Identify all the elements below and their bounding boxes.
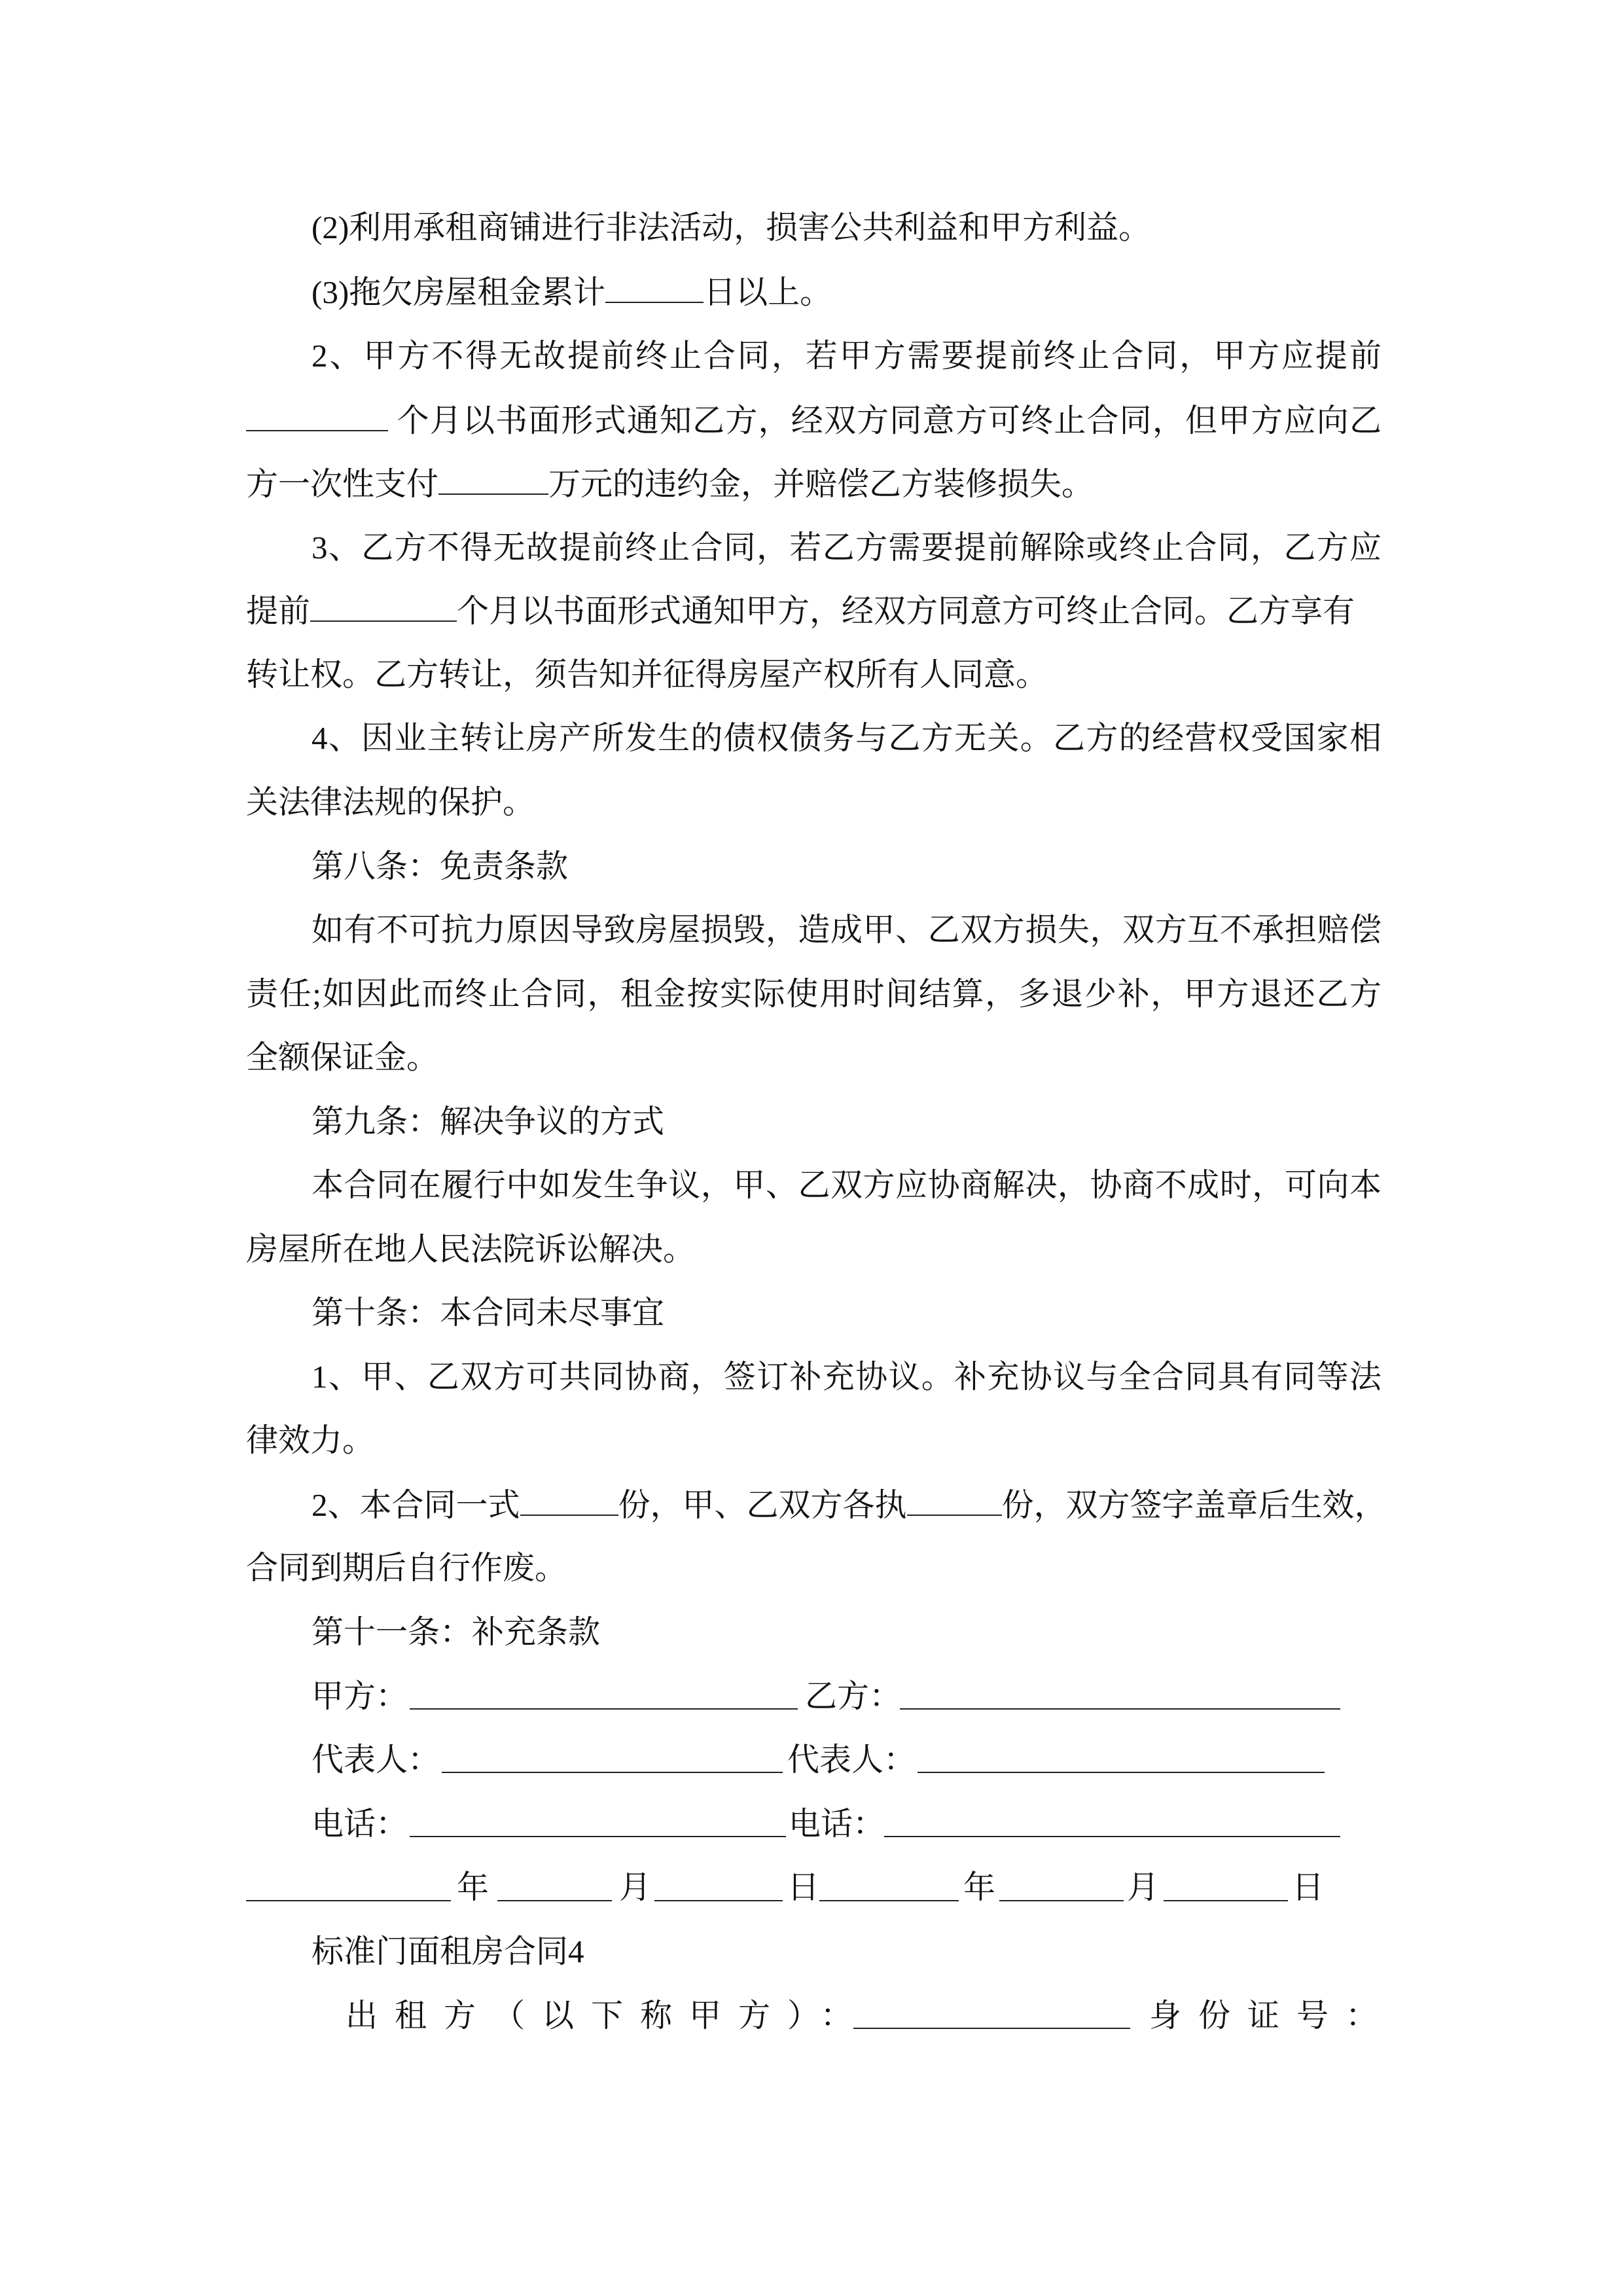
phone-b-label: 电话：: [789, 1806, 885, 1842]
text: 方一次性支付: [246, 466, 439, 502]
month-a-label: 月: [619, 1869, 652, 1905]
day-b-label: 日: [1292, 1869, 1325, 1905]
clause-line: 4、因业主转让房产所发生的债权债务与乙方无关。乙方的经营权受国家相: [312, 720, 1382, 756]
phone-a-label: 电话：: [312, 1806, 408, 1842]
text: 个月以书面形式通知乙方，经双方同意方可终止合同，但甲方应向乙: [397, 403, 1382, 439]
text: (3)拖欠房屋租金累计: [312, 274, 606, 310]
text: 提前: [246, 593, 311, 629]
article-heading: 第十条：本合同未尽事宜: [312, 1295, 665, 1331]
clause-line: [246, 590, 1382, 631]
id-number-label: 身份证号：: [1149, 1998, 1395, 2034]
party-b-label: 乙方：: [805, 1678, 902, 1714]
month-a-blank: [497, 1900, 612, 1901]
rep-b-label: 代表人：: [787, 1742, 916, 1778]
text: 份，双方签字盖章后生效，: [1001, 1487, 1387, 1523]
blank-field: [246, 400, 388, 431]
rep-a-blank: [442, 1772, 783, 1773]
clause-line: 转让权。乙方转让，须告知并征得房屋产权所有人同意。: [246, 656, 1048, 692]
clause-line: 全额保证金。: [246, 1039, 439, 1075]
article-heading: 第九条：解决争议的方式: [312, 1103, 665, 1139]
clause-line: 关法律法规的保护。: [246, 784, 535, 820]
day-a-label: 日: [787, 1869, 820, 1905]
day-a-blank: [654, 1900, 783, 1901]
clause-line: [246, 400, 1382, 440]
clause-line: 如有不可抗力原因导致房屋损毁，造成甲、乙双方损失，双方互不承担赔偿: [312, 912, 1382, 948]
blank-field: [310, 590, 457, 622]
lessor-label: 出租方（以下称甲方）：: [346, 1998, 870, 2034]
clause-line: [246, 463, 1382, 504]
year-a-label: 年: [457, 1869, 490, 1905]
text: 个月以书面形式通知甲方，经双方同意方可终止合同。乙方享有: [457, 593, 1355, 629]
text: 日以上。: [704, 274, 832, 310]
article-heading: 第八条：免责条款: [312, 848, 569, 884]
clause-line: 律效力。: [246, 1422, 375, 1458]
year-a-blank: [246, 1900, 451, 1901]
clause-line: 3、乙方不得无故提前终止合同，若乙方需要提前解除或终止合同，乙方应: [312, 529, 1382, 565]
party-a-blank: [410, 1708, 798, 1710]
blank-field: [605, 272, 704, 303]
day-b-blank: [1164, 1900, 1288, 1901]
text: 份，甲、乙双方各执: [618, 1487, 907, 1523]
lessor-blank: [853, 2028, 1130, 2029]
clause-line: [312, 1484, 1387, 1525]
clause-line: [312, 272, 1382, 312]
text: 2、本合同一式: [312, 1487, 520, 1523]
article-heading: 第十一条：补充条款: [312, 1614, 601, 1650]
clause-line: 责任;如因此而终止合同，租金按实际使用时间结算，多退少补，甲方退还乙方: [246, 976, 1382, 1012]
clause-line: (2)利用承租商铺进行非法活动，损害公共利益和甲方利益。: [312, 209, 1151, 245]
contract-title: 标准门面租房合同4: [312, 1933, 584, 1969]
blank-field: [520, 1484, 618, 1516]
clause-line: 1、甲、乙双方可共同协商，签订补充协议。补充协议与全合同具有同等法: [312, 1359, 1382, 1395]
year-b-label: 年: [963, 1869, 996, 1905]
phone-a-blank: [410, 1836, 786, 1837]
month-b-label: 月: [1127, 1869, 1160, 1905]
text: 万元的违约金，并赔偿乙方装修损失。: [548, 466, 1094, 502]
clause-line: 2、甲方不得无故提前终止合同，若甲方需要提前终止合同，甲方应提前: [312, 338, 1382, 374]
clause-line: 本合同在履行中如发生争议，甲、乙双方应协商解决，协商不成时，可向本: [312, 1167, 1382, 1203]
month-b-blank: [999, 1900, 1124, 1901]
clause-line: 合同到期后自行作废。: [246, 1550, 567, 1586]
blank-field: [907, 1484, 1002, 1516]
party-a-label: 甲方：: [312, 1678, 408, 1714]
rep-a-label: 代表人：: [312, 1742, 440, 1778]
phone-b-blank: [884, 1836, 1340, 1837]
blank-field: [438, 463, 548, 495]
year-b-blank: [819, 1900, 959, 1901]
party-b-blank: [900, 1708, 1340, 1710]
clause-line: 房屋所在地人民法院诉讼解决。: [246, 1231, 696, 1267]
rep-b-blank: [918, 1772, 1325, 1773]
